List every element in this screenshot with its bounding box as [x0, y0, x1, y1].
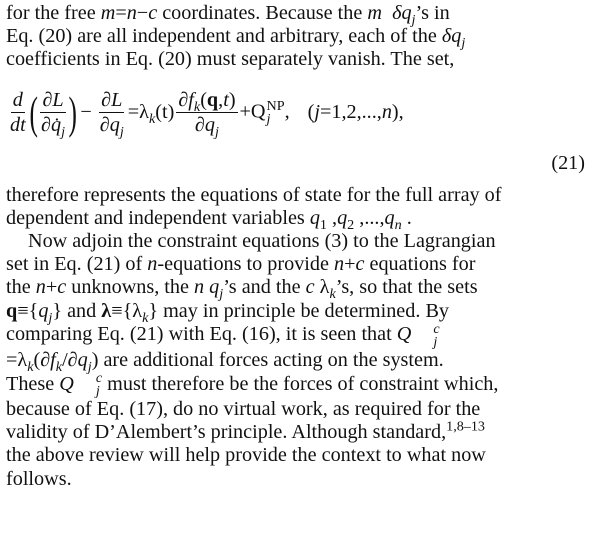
frac-d-dt-den: dt	[10, 114, 26, 137]
frac-dfk-dq	[176, 88, 237, 141]
p3-line-1: Now adjoin the constraint equations (3) to the Lagrangian	[28, 230, 496, 253]
frac-dL-dqdot-den: $\partial q̇_j$	[41, 114, 66, 141]
frac-dL-dq-num: ∂L	[101, 89, 123, 112]
lambda-term: $=\lambda_k(t)$	[127, 101, 175, 128]
frac-dfk-dq-den: $\partial q_j$	[194, 114, 219, 141]
p3-line-9: validity of D’Alembert’s principle. Although standard,$^{1,8-13}$	[6, 418, 485, 444]
frac-d-dt-num: d	[12, 89, 23, 112]
Q-NP-term: +Q NP j ,	[239, 97, 290, 127]
p2-line-2: dependent and independent variables $q_1$ $,q_2$ $,...,q_n$ .	[6, 206, 412, 233]
p1-line-2: Eq. (20) are all independent and arbitrary, each of the $\delta q_j$	[6, 25, 466, 52]
left-paren: (	[29, 86, 38, 138]
p3-line-4: $q\equiv\{q_j\}$ and $\lambda\equiv\{\lambda_k\}$ may in principle be determined. By	[6, 299, 450, 326]
frac-dL-dq-den: $\partial q_j$	[99, 114, 124, 141]
p3-line-3: the n+c unknowns, the n $q_j’s$ and the c $\lambda_k’s$, so that the sets	[6, 276, 478, 303]
right-paren: )	[68, 86, 77, 138]
p1-line-3: coefficients in Eq. (20) must separately vanish. The set,	[6, 48, 455, 71]
frac-d-dt	[8, 88, 28, 137]
p2-line-1: therefore represents the equations of state for the full array of	[6, 183, 502, 206]
frac-dL-dqdot-num: ∂L	[42, 89, 64, 112]
index-range: (j=1,2,...,n),	[307, 101, 404, 123]
frac-dL-dqdot	[39, 88, 67, 141]
p3-line-2: set in Eq. (21) of n-equations to provide n+c equations for	[6, 253, 476, 276]
equation-21-body	[6, 78, 404, 148]
minus-sign: −	[80, 101, 92, 123]
paragraph-2	[6, 183, 591, 233]
p3-line-5: comparing Eq. (21) with Eq. (16), it is seen that Q c j	[6, 320, 440, 350]
paragraph-1	[6, 2, 591, 72]
p3-line-10: the above review will help provide the context to what now	[6, 444, 486, 467]
equation-number: (21)	[551, 151, 585, 174]
frac-dfk-dq-num: $\partial f_k(q,t)$	[178, 89, 236, 116]
p3-line-8: because of Eq. (17), do no virtual work, as required for the	[6, 398, 481, 421]
paragraph-3	[6, 230, 591, 491]
p1-line-1: for the free m=n−c coordinates. Because the m $\delta q_j’s$ in	[6, 2, 450, 29]
p3-line-6: $=\lambda_k(\partial f_k/\partial q_j)$ are additional forces acting on the system.	[6, 348, 444, 375]
equation-21	[6, 76, 591, 182]
frac-dL-dq	[98, 88, 126, 141]
p3-line-11: follows.	[6, 467, 72, 490]
p3-line-7: These Q c j must therefore be the forces of constraint which,	[6, 370, 499, 400]
